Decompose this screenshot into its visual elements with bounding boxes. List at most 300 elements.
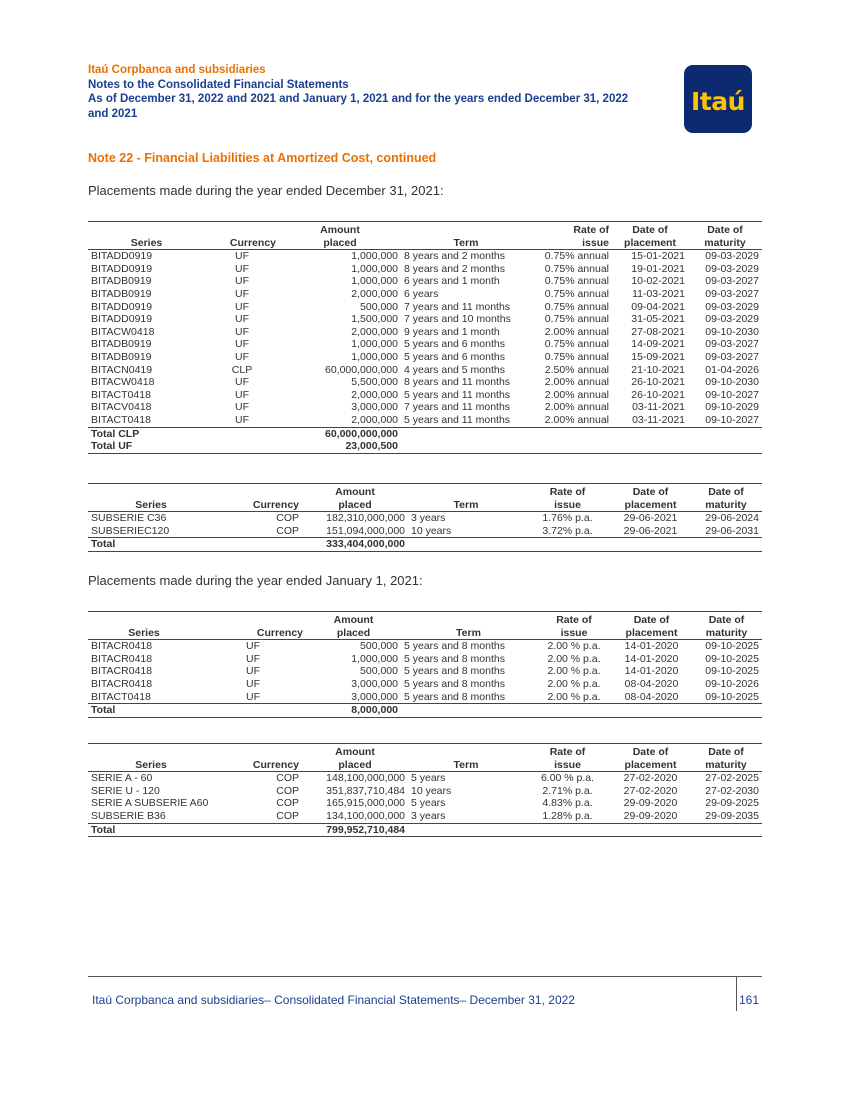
cell-term: 5 years and 11 months (404, 413, 511, 426)
column-header-series: Series (88, 627, 200, 640)
cell-series: BITACT0418 (91, 690, 151, 703)
column-header-series-top (88, 484, 214, 499)
total-empty (531, 427, 612, 440)
cell-currency: COP (276, 797, 299, 810)
cell-dmat: 29-06-2031 (705, 524, 759, 537)
total-empty (214, 823, 302, 837)
cell-series: BITACW0418 (91, 376, 155, 389)
header-period-cont: and 2021 (88, 107, 138, 120)
column-header-rate: issue (536, 627, 612, 640)
cell-series: BITACN0419 (91, 363, 153, 376)
cell-term: 6 years and 1 month (404, 275, 500, 288)
cell-series: SUBSERIE B36 (91, 809, 166, 822)
cell-dplace: 14-09-2021 (631, 338, 685, 351)
cell-currency: UF (235, 300, 249, 313)
cell-term: 8 years and 2 months (404, 250, 505, 263)
table-row (88, 797, 762, 810)
cell-series: SUBSERIEC120 (91, 524, 170, 537)
table-row (88, 263, 762, 276)
total-empty (205, 440, 279, 453)
total-empty (531, 440, 612, 453)
cell-term: 5 years and 8 months (404, 690, 505, 703)
total-amount: 333,404,000,000 (302, 538, 408, 552)
cell-term: 5 years and 6 months (404, 338, 505, 351)
column-header-dmat-top: Date of (690, 484, 762, 499)
column-header-series: Series (88, 237, 205, 250)
column-header-currency: Currency (205, 237, 279, 250)
footer-text: Itaú Corpbanca and subsidiaries– Consolidated Financial Statements– December 31, 2022 (92, 993, 575, 1007)
cell-term: 5 years and 8 months (404, 652, 505, 665)
column-header-amount-top: Amount (302, 744, 408, 759)
table-row (88, 326, 762, 339)
cell-currency: COP (276, 512, 299, 525)
column-header-currency: Currency (200, 627, 306, 640)
column-header-currency-top (200, 612, 306, 627)
table-row (88, 364, 762, 377)
total-row (88, 823, 762, 837)
cell-amount: 500,000 (360, 300, 398, 313)
cell-series: SERIE A SUBSERIE A60 (91, 797, 209, 810)
column-header-rate-top: Rate of (531, 222, 612, 237)
cell-term: 4 years and 5 months (404, 363, 505, 376)
cell-dmat: 09-10-2030 (705, 325, 759, 338)
column-header-rate: issue (524, 499, 611, 512)
cell-term: 5 years and 8 months (404, 640, 505, 653)
cell-amount: 2,000,000 (351, 388, 398, 401)
cell-dplace: 14-01-2020 (624, 665, 679, 678)
cell-dmat: 01-04-2026 (705, 363, 759, 376)
cell-series: BITACR0418 (91, 640, 153, 653)
cell-rate: 4.83% p.a. (542, 797, 593, 810)
table-row (88, 810, 762, 823)
placements-2020-uf-table (88, 611, 762, 718)
table-row (88, 772, 762, 785)
column-header-dplace-top: Date of (611, 484, 690, 499)
cell-dmat: 09-03-2027 (705, 275, 759, 288)
total-label: Total (88, 538, 214, 552)
cell-term: 7 years and 11 months (404, 300, 511, 313)
cell-series: BITADD0919 (91, 262, 153, 275)
total-empty (214, 538, 302, 552)
cell-rate: 2.50% annual (544, 363, 609, 376)
cell-series: BITADD0919 (91, 313, 153, 326)
total-empty (401, 704, 536, 718)
table-row (88, 512, 762, 525)
cell-dmat: 09-10-2025 (705, 665, 759, 678)
header-row (88, 627, 762, 640)
cell-dplace: 31-05-2021 (631, 313, 685, 326)
cell-series: SERIE A - 60 (91, 772, 153, 785)
cell-amount: 182,310,000,000 (326, 512, 405, 525)
column-header-dmat: maturity (690, 499, 762, 512)
total-row (88, 427, 762, 440)
cell-rate: 2.71% p.a. (542, 784, 593, 797)
section-intro-2020: Placements made during the year ended January 1, 2021: (88, 573, 423, 588)
column-header-term-top (401, 222, 531, 237)
cell-term: 7 years and 11 months (404, 401, 511, 414)
column-header-amount: placed (279, 237, 401, 250)
cell-amount: 134,100,000,000 (326, 809, 405, 822)
cell-currency: UF (246, 665, 260, 678)
cell-dplace: 15-09-2021 (631, 350, 685, 363)
table-row (88, 653, 762, 666)
column-header-amount: placed (302, 499, 408, 512)
cell-dplace: 27-08-2021 (631, 325, 685, 338)
cell-series: BITADD0919 (91, 250, 153, 263)
cell-rate: 2.00 % p.a. (547, 652, 601, 665)
table-row (88, 275, 762, 288)
cell-dmat: 09-03-2029 (705, 300, 759, 313)
total-empty (611, 823, 690, 837)
column-header-amount-top: Amount (306, 612, 401, 627)
cell-currency: UF (235, 376, 249, 389)
cell-dplace: 26-10-2021 (631, 376, 685, 389)
cell-amount: 500,000 (360, 640, 398, 653)
cell-dplace: 03-11-2021 (632, 413, 685, 426)
column-header-amount-top: Amount (279, 222, 401, 237)
table-row (88, 351, 762, 364)
cell-dplace: 14-01-2020 (624, 640, 679, 653)
cell-rate: 2.00 % p.a. (547, 677, 601, 690)
cell-dmat: 27-02-2030 (705, 784, 759, 797)
column-header-term: Term (401, 237, 531, 250)
header-row (88, 759, 762, 772)
total-empty (690, 823, 762, 837)
total-empty (408, 538, 524, 552)
cell-term: 5 years (411, 772, 446, 785)
cell-amount: 2,000,000 (351, 413, 398, 426)
cell-currency: UF (235, 250, 249, 263)
table-row (88, 288, 762, 301)
cell-amount: 500,000 (360, 665, 398, 678)
cell-series: BITADB0919 (91, 338, 152, 351)
cell-amount: 351,837,710,484 (326, 784, 405, 797)
cell-rate: 2.00% annual (544, 388, 609, 401)
total-empty (401, 427, 531, 440)
cell-amount: 60,000,000,000 (325, 363, 398, 376)
total-empty (612, 440, 688, 453)
cell-term: 8 years and 11 months (404, 376, 511, 389)
column-header-dmat: maturity (691, 627, 762, 640)
cell-series: BITACT0418 (91, 413, 151, 426)
cell-rate: 2.00 % p.a. (547, 640, 601, 653)
column-header-dplace: placement (611, 499, 690, 512)
cell-dplace: 29-09-2020 (623, 797, 678, 810)
cell-dmat: 27-02-2025 (705, 772, 759, 785)
cell-term: 5 years (411, 797, 446, 810)
column-header-rate-top: Rate of (536, 612, 612, 627)
cell-rate: 1.28% p.a. (542, 809, 593, 822)
cell-term: 5 years and 8 months (404, 677, 505, 690)
column-header-dplace-top: Date of (612, 612, 691, 627)
cell-dmat: 29-09-2025 (705, 797, 759, 810)
logo-text: Itaú (691, 86, 745, 116)
column-header-dplace-top: Date of (611, 744, 690, 759)
table-row (88, 301, 762, 314)
cell-currency: UF (246, 640, 260, 653)
column-header-rate-top: Rate of (524, 484, 611, 499)
column-header-dmat: maturity (688, 237, 762, 250)
header-row-top (88, 222, 762, 237)
cell-series: BITACR0418 (91, 677, 153, 690)
table-row (88, 313, 762, 326)
cell-series: BITACT0418 (91, 388, 151, 401)
column-header-dplace-top: Date of (612, 222, 688, 237)
cell-series: BITACR0418 (91, 665, 153, 678)
cell-currency: COP (276, 784, 299, 797)
total-amount: 799,952,710,484 (302, 823, 408, 837)
total-row (88, 704, 762, 718)
cell-currency: UF (235, 287, 249, 300)
cell-dplace: 15-01-2021 (631, 250, 685, 263)
cell-dplace: 14-01-2020 (624, 652, 679, 665)
cell-term: 8 years and 2 months (404, 262, 505, 275)
total-empty (690, 538, 762, 552)
cell-currency: UF (246, 677, 260, 690)
cell-amount: 148,100,000,000 (326, 772, 405, 785)
column-header-dmat: maturity (690, 759, 762, 772)
column-header-dplace: placement (612, 237, 688, 250)
cell-series: BITACV0418 (91, 401, 152, 414)
total-amount: 23,000,500 (279, 440, 401, 453)
cell-amount: 5,500,000 (351, 376, 398, 389)
column-header-currency-top (214, 744, 302, 759)
cell-term: 3 years (411, 809, 446, 822)
cell-series: BITACW0418 (91, 325, 155, 338)
cell-dplace: 08-04-2020 (624, 690, 679, 703)
column-header-dplace: placement (611, 759, 690, 772)
cell-rate: 0.75% annual (544, 275, 609, 288)
total-empty (612, 427, 688, 440)
cell-rate: 2.00% annual (544, 413, 609, 426)
table-row (88, 376, 762, 389)
cell-dplace: 27-02-2020 (623, 772, 678, 785)
cell-currency: UF (235, 275, 249, 288)
note-title: Note 22 - Financial Liabilities at Amortized Cost, continued (88, 151, 437, 165)
total-label: Total UF (88, 440, 205, 453)
cell-dplace: 27-02-2020 (623, 784, 678, 797)
header-row-top (88, 744, 762, 759)
cell-rate: 2.00% annual (544, 376, 609, 389)
table-row (88, 338, 762, 351)
total-empty (408, 823, 524, 837)
column-header-dmat-top: Date of (691, 612, 762, 627)
cell-dmat: 09-03-2029 (705, 262, 759, 275)
cell-rate: 0.75% annual (544, 250, 609, 263)
cell-rate: 1.76% p.a. (542, 512, 593, 525)
column-header-dmat-top: Date of (690, 744, 762, 759)
cell-currency: UF (235, 338, 249, 351)
cell-dplace: 29-09-2020 (623, 809, 678, 822)
column-header-term: Term (401, 627, 536, 640)
column-header-currency: Currency (214, 759, 302, 772)
cell-dmat: 09-03-2027 (705, 287, 759, 300)
column-header-rate-top: Rate of (524, 744, 611, 759)
total-empty (688, 440, 762, 453)
cell-dmat: 09-10-2030 (705, 376, 759, 389)
column-header-term: Term (408, 759, 524, 772)
column-header-series-top (88, 744, 214, 759)
column-header-dplace: placement (612, 627, 691, 640)
total-empty (205, 427, 279, 440)
footer-rule (88, 976, 762, 977)
cell-dplace: 03-11-2021 (632, 401, 685, 414)
table-row (88, 785, 762, 798)
cell-series: SUBSERIE C36 (91, 512, 167, 525)
cell-series: BITADB0919 (91, 287, 152, 300)
page-number: 161 (739, 993, 760, 1007)
header-row-top (88, 612, 762, 627)
total-empty (524, 538, 611, 552)
cell-term: 10 years (411, 784, 452, 797)
column-header-term-top (408, 484, 524, 499)
cell-dplace: 29-06-2021 (623, 524, 678, 537)
table-row (88, 250, 762, 263)
cell-amount: 151,094,000,000 (326, 524, 405, 537)
column-header-term-top (401, 612, 536, 627)
cell-amount: 2,000,000 (351, 325, 398, 338)
cell-amount: 1,000,000 (351, 338, 398, 351)
table-row (88, 665, 762, 678)
total-empty (524, 823, 611, 837)
table-row (88, 401, 762, 414)
cell-amount: 165,915,000,000 (326, 797, 405, 810)
cell-dplace: 19-01-2021 (631, 262, 685, 275)
total-empty (401, 440, 531, 453)
cell-dmat: 09-10-2027 (705, 413, 759, 426)
cell-dmat: 29-09-2035 (705, 809, 759, 822)
header-row (88, 237, 762, 250)
table-row (88, 640, 762, 653)
cell-amount: 2,000,000 (351, 287, 398, 300)
column-header-series-top (88, 612, 200, 627)
cell-rate: 0.75% annual (544, 300, 609, 313)
table-row (88, 389, 762, 402)
cell-series: BITADD0919 (91, 300, 153, 313)
cell-term: 5 years and 6 months (404, 350, 505, 363)
cell-currency: UF (235, 262, 249, 275)
placements-2021-cop-table (88, 483, 762, 552)
cell-amount: 1,000,000 (351, 250, 398, 263)
section-intro-2021: Placements made during the year ended December 31, 2021: (88, 183, 444, 198)
cell-amount: 3,000,000 (351, 677, 398, 690)
cell-currency: COP (276, 524, 299, 537)
cell-rate: 2.00% annual (544, 401, 609, 414)
cell-term: 10 years (411, 524, 452, 537)
cell-currency: UF (235, 325, 249, 338)
cell-amount: 3,000,000 (351, 401, 398, 414)
cell-dmat: 09-10-2029 (705, 401, 759, 414)
cell-dmat: 09-03-2027 (705, 338, 759, 351)
column-header-amount: placed (302, 759, 408, 772)
cell-term: 7 years and 10 months (404, 313, 511, 326)
cell-rate: 2.00% annual (544, 325, 609, 338)
placements-2020-cop-table (88, 743, 762, 837)
cell-dmat: 29-06-2024 (705, 512, 759, 525)
column-header-dmat-top: Date of (688, 222, 762, 237)
cell-currency: UF (246, 652, 260, 665)
column-header-currency: Currency (214, 499, 302, 512)
cell-rate: 0.75% annual (544, 350, 609, 363)
cell-rate: 0.75% annual (544, 287, 609, 300)
cell-rate: 3.72% p.a. (542, 524, 593, 537)
cell-amount: 1,500,000 (351, 313, 398, 326)
cell-rate: 6.00 % p.a. (540, 772, 595, 785)
cell-dplace: 09-04-2021 (631, 300, 685, 313)
total-empty (200, 704, 306, 718)
document-header (88, 63, 688, 121)
cell-term: 9 years and 1 month (404, 325, 500, 338)
total-label: Total (88, 823, 214, 837)
total-empty (536, 704, 612, 718)
header-period: As of December 31, 2022 and 2021 and January 1, 2021 and for the years ended December 31, 2022 (88, 93, 629, 105)
table-row (88, 525, 762, 538)
total-label: Total CLP (88, 427, 205, 440)
cell-rate: 2.00 % p.a. (547, 690, 601, 703)
cell-currency: UF (235, 313, 249, 326)
table-row (88, 414, 762, 427)
cell-amount: 1,000,000 (351, 652, 398, 665)
cell-dmat: 09-10-2025 (705, 652, 759, 665)
total-empty (688, 427, 762, 440)
cell-dmat: 09-10-2025 (705, 640, 759, 653)
cell-currency: UF (246, 690, 260, 703)
cell-dmat: 09-03-2027 (705, 350, 759, 363)
cell-currency: COP (276, 772, 299, 785)
cell-currency: UF (235, 413, 249, 426)
cell-dmat: 09-10-2026 (705, 677, 759, 690)
placements-2021-clp-uf-table (88, 221, 762, 454)
cell-rate: 0.75% annual (544, 262, 609, 275)
header-row-top (88, 484, 762, 499)
cell-dplace: 26-10-2021 (631, 388, 685, 401)
cell-term: 5 years and 11 months (404, 388, 511, 401)
total-label: Total (88, 704, 200, 718)
cell-currency: UF (235, 350, 249, 363)
cell-series: SERIE U - 120 (91, 784, 160, 797)
column-header-term: Term (408, 499, 524, 512)
column-header-currency-top (214, 484, 302, 499)
cell-term: 6 years (404, 287, 439, 300)
total-empty (691, 704, 762, 718)
cell-term: 5 years and 8 months (404, 665, 505, 678)
header-row (88, 499, 762, 512)
cell-dmat: 09-10-2027 (705, 388, 759, 401)
cell-dplace: 21-10-2021 (631, 363, 685, 376)
cell-series: BITADB0919 (91, 275, 152, 288)
cell-currency: UF (235, 401, 249, 414)
company-name: Itaú Corpbanca and subsidiaries (88, 64, 266, 76)
cell-dmat: 09-03-2029 (705, 313, 759, 326)
total-row (88, 538, 762, 552)
footer-divider (736, 976, 737, 1011)
column-header-amount-top: Amount (302, 484, 408, 499)
cell-currency: COP (276, 809, 299, 822)
table-row (88, 691, 762, 704)
cell-amount: 1,000,000 (351, 262, 398, 275)
cell-currency: UF (235, 388, 249, 401)
cell-dmat: 09-03-2029 (705, 250, 759, 263)
column-header-series: Series (88, 759, 214, 772)
cell-rate: 2.00 % p.a. (547, 665, 601, 678)
cell-amount: 3,000,000 (351, 690, 398, 703)
column-header-currency-top (205, 222, 279, 237)
column-header-series: Series (88, 499, 214, 512)
total-empty (612, 704, 691, 718)
total-row (88, 440, 762, 453)
total-amount: 8,000,000 (306, 704, 401, 718)
column-header-term-top (408, 744, 524, 759)
